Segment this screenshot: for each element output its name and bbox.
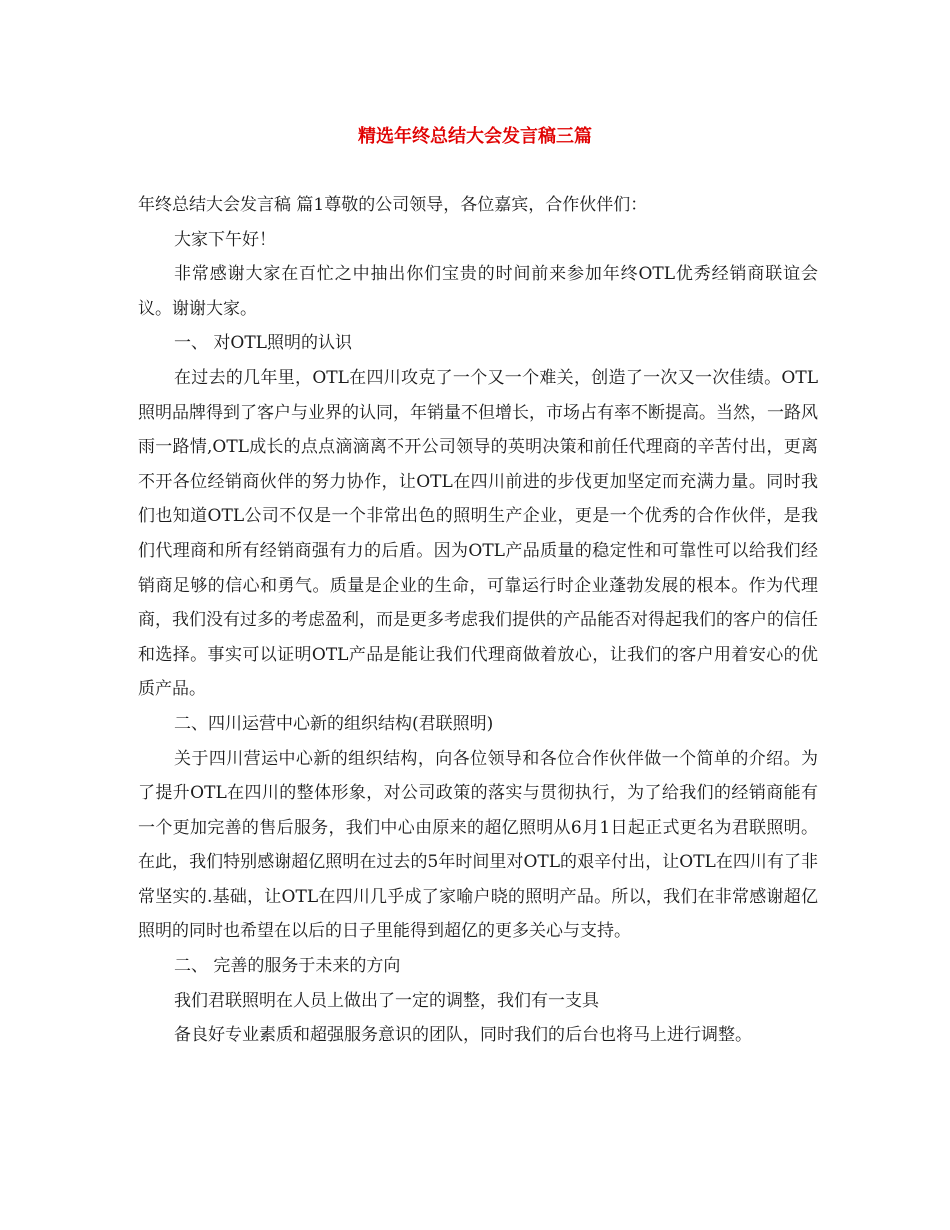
section-heading-2: 二、四川运营中心新的组织结构(君联照明) (174, 713, 494, 734)
section-heading-1: 一、 对OTL照明的认识 (174, 333, 352, 354)
paragraph-salutation: 大家下午好！ (174, 229, 276, 250)
paragraph-section-3b: 备良好专业素质和超强服务意识的团队，同时我们的后台也将马上进行调整。 (174, 1025, 752, 1046)
paragraph-thanks: 非常感谢大家在百忙之中抽出你们宝贵的时间前来参加年终OTL优秀经销商联谊会议。谢谢大家。 (138, 264, 818, 319)
section-heading-3: 二、 完善的服务于未来的方向 (174, 956, 401, 977)
document-title: 精选年终总结大会发言稿三篇 (358, 126, 592, 147)
paragraph-section-2: 关于四川营运中心新的组织结构，向各位领导和各位合作伙伴做一个简单的介绍。为了提升OTL在四川的整体形象，对公司政策的落实与贯彻执行，为了给我们的经销商能有一个更加完善的售后服务，我们中心由原来的超亿照明从6月1日起正式更名为君联照明。在此，我们特别感谢超亿照明在过去的5年时间里对OTL的艰辛付出，让OTL在四川有了非常坚实的.基础，让OTL在四川几乎成了家喻户晓的照明产品。所以，我们在非常感谢超亿照明的同时也希望在以后的日子里能得到超亿的更多关心与支持。 (138, 748, 818, 942)
paragraph-section-1: 在过去的几年里，OTL在四川攻克了一个又一个难关，创造了一次又一次佳绩。OTL照明品牌得到了客户与业界的认同，年销量不但增长，市场占有率不断提高。当然，一路风雨一路情,OTL成长的点点滴滴离不开公司领导的英明决策和前任代理商的辛苦付出，更离不开各位经销商伙伴的努力协作，让OTL在四川前进的步伐更加坚定而充满力量。同时我们也知道OTL公司不仅是一个非常出色的照明生产企业，更是一个优秀的合作伙伴，是我们代理商和所有经销商强有力的后盾。因为OTL产品质量的稳定性和可靠性可以给我们经销商足够的信心和勇气。质量是企业的生命，可靠运行时企业蓬勃发展的根本。作为代理商，我们没有过多的考虑盈利，而是更多考虑我们提供的产品能否对得起我们的客户的信任和选择。事实可以证明OTL产品是能让我们代理商做着放心，让我们的客户用着安心的优质产品。 (138, 367, 818, 700)
document-body (138, 188, 818, 1053)
paragraph-greeting: 年终总结大会发言稿 篇1尊敬的公司领导，各位嘉宾，合作伙伴们： (138, 195, 648, 215)
paragraph-section-3a: 我们君联照明在人员上做出了一定的调整，我们有一支具 (174, 990, 599, 1011)
